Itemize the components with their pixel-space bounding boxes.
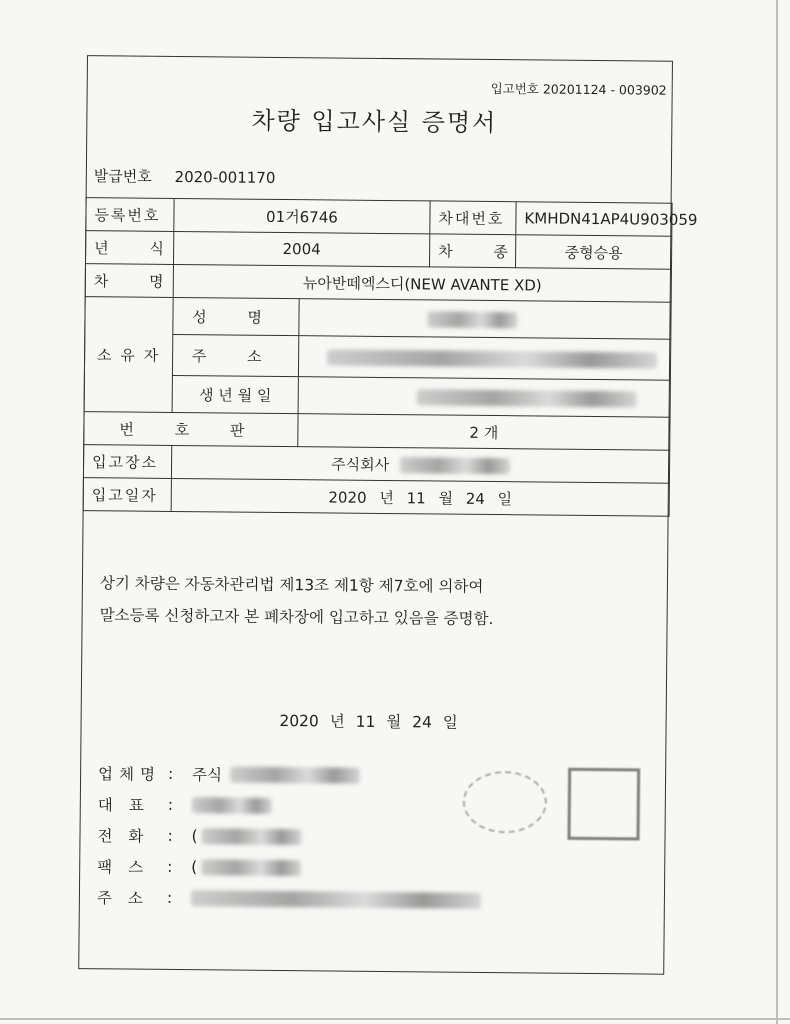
plate-value: 2 개	[298, 414, 670, 451]
statement-line: 상기 차량은 자동차관리법 제13조 제1항 제7호에 의하여	[99, 574, 484, 596]
owner-name-value	[299, 299, 671, 340]
table-row	[84, 412, 670, 451]
date-label: 입고일자	[83, 478, 171, 512]
table-row	[83, 445, 669, 484]
page-title: 차량 입고사실 증명서	[251, 106, 498, 138]
table-row	[83, 478, 669, 517]
company-row: 주소 :	[97, 881, 481, 916]
redacted-block	[327, 349, 657, 368]
vin-label: 차대번호	[430, 201, 516, 235]
type-value: 중형승용	[515, 235, 671, 269]
owner-addr-value	[298, 336, 670, 381]
table-row	[85, 297, 671, 340]
company-phone-value: (	[191, 826, 198, 845]
place-cell	[171, 445, 669, 483]
square-seal-stamp	[567, 768, 640, 841]
reg-label: 등록번호	[86, 198, 174, 232]
year-label: 년 식	[85, 231, 173, 265]
plate-label: 번 호 판	[84, 412, 298, 447]
date-value: 2020 년 11 월 24 일	[171, 478, 669, 516]
owner-addr-label: 주 소	[172, 334, 298, 376]
place-label: 입고장소	[83, 445, 171, 479]
name-label: 차 명	[85, 264, 173, 298]
company-addr-label: 주소	[96, 888, 159, 908]
issue-number: 2020-001170	[174, 167, 276, 187]
redacted-block	[427, 311, 517, 328]
company-info	[97, 757, 482, 916]
vehicle-info-table	[83, 197, 698, 517]
company-name-value: 주식	[192, 765, 223, 784]
issue-date: 2020 년 11 월 24 일	[279, 711, 458, 732]
company-rep-label: 대표	[97, 795, 160, 815]
name-value: 뉴아반떼엑스디(NEW AVANTE XD)	[173, 264, 671, 302]
redacted-block	[230, 766, 360, 783]
table-row	[86, 198, 672, 237]
owner-birth-value	[298, 377, 670, 418]
reg-value: 01거6746	[174, 198, 430, 233]
issue-number-row	[94, 165, 294, 188]
redacted-block	[201, 859, 301, 876]
place-value: 주식회사	[331, 454, 390, 474]
certificate-page	[66, 55, 698, 981]
table-row	[84, 334, 670, 381]
type-label: 차 종	[429, 234, 515, 268]
doc-number: 입고번호 20201124 - 003902	[490, 80, 667, 98]
scan-edge-right	[776, 0, 778, 1024]
redacted-block	[417, 389, 637, 407]
company-name-label: 업체명	[98, 764, 162, 784]
company-fax-label: 팩스	[97, 857, 160, 877]
owner-label: 소 유 자	[84, 297, 173, 413]
company-row: 전화 : (	[97, 819, 481, 854]
table-row	[85, 231, 671, 270]
company-row: 팩스 : (	[97, 850, 481, 885]
vin-value: KMHDN41AP4U903059	[516, 202, 672, 236]
statement-line: 말소등록 신청하고자 본 폐차장에 입고하고 있음을 증명함.	[99, 606, 494, 629]
company-row: 업체명 : 주식	[98, 757, 482, 792]
redacted-block	[400, 457, 510, 474]
statement-text	[99, 567, 493, 635]
company-fax-value: (	[191, 857, 198, 876]
redacted-block	[192, 797, 272, 814]
issue-label: 발급번호	[93, 167, 152, 186]
company-row: 대표 :	[98, 788, 482, 823]
company-phone-label: 전화	[97, 826, 160, 846]
owner-name-label: 성 명	[173, 297, 299, 335]
table-row	[84, 375, 670, 418]
round-seal-stamp	[463, 771, 548, 834]
redacted-block	[201, 828, 301, 845]
year-value: 2004	[173, 231, 429, 266]
table-row	[85, 264, 671, 303]
scan-edge-bottom	[0, 1018, 790, 1020]
redacted-block	[191, 890, 481, 909]
owner-birth-label: 생 년 월 일	[172, 375, 298, 413]
